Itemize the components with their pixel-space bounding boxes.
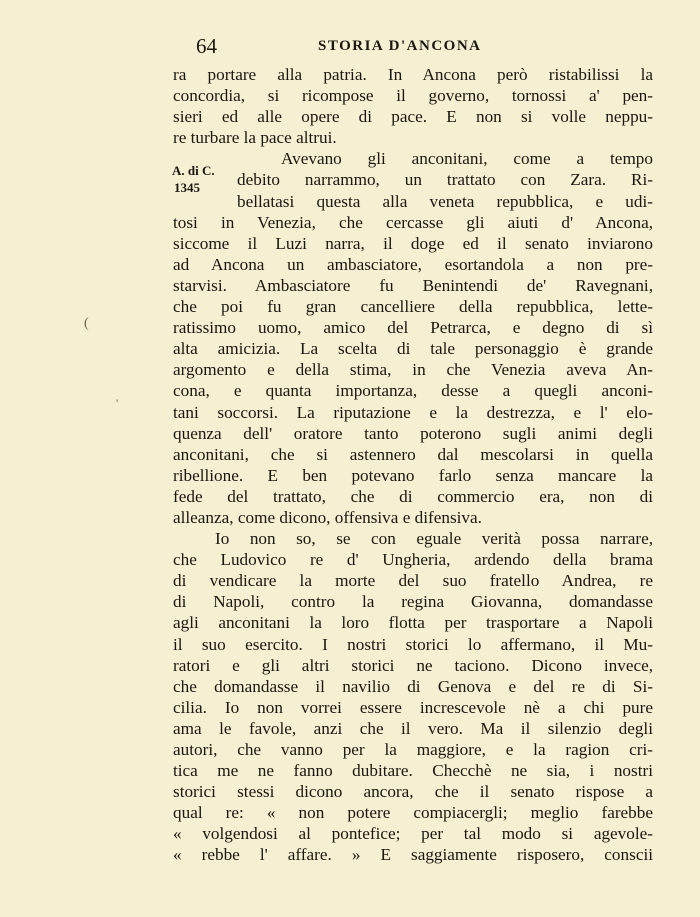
text-line: alta amicizia. La scelta di tale personaggio è grande <box>173 339 653 359</box>
text-line: agli anconitani la loro flotta per trasportare a Napoli <box>173 613 653 633</box>
text-line: alleanza, come dicono, offensiva e difensiva. <box>173 507 482 527</box>
text-line: tosi in Venezia, che cercasse gli aiuti d' Ancona, <box>173 212 653 232</box>
text-line: ra portare alla patria. In Ancona però ristabilissi la <box>173 65 653 84</box>
text-line: cilia. Io non vorrei essere increscevole nè a chi pure <box>173 697 653 717</box>
margin-note-year: 1345 <box>174 180 200 195</box>
text-line: Io non so, se con eguale verità possa narrare, <box>215 529 653 549</box>
text-line: il suo esercito. I nostri storici lo affermano, il Mu- <box>173 634 653 654</box>
text-line: tani soccorsi. La riputazione e la destrezza, e l' elo- <box>173 402 653 422</box>
text-line: bellatasi questa alla veneta repubblica, e udi- <box>237 191 653 211</box>
page-number: 64 <box>196 34 217 58</box>
text-line: tica me ne fanno dubitare. Checchè ne sia, i nostri <box>173 761 653 781</box>
text-line: « rebbe l' affare. » E saggiamente risposero, conscii <box>173 845 653 865</box>
text-line: ad Ancona un ambasciatore, esortandola a non pre- <box>173 254 653 274</box>
running-title: STORIA D'ANCONA <box>318 38 482 54</box>
text-line: siccome il Luzi narra, il doge ed il senato inviarono <box>173 233 653 253</box>
text-line: debito narrammo, un trattato con Zara. Ri- <box>237 170 653 190</box>
text-line: che domandasse il navilio di Genova e del re di Si- <box>173 676 653 696</box>
text-line: anconitani, che si astennero dal mescolarsi in quella <box>173 444 653 464</box>
text-line: argomento e della stima, in che Venezia aveva An- <box>173 360 653 380</box>
margin-note-label: A. di C. <box>172 163 215 178</box>
text-line: autori, che vanno per la maggiore, e la ragion cri- <box>173 740 653 759</box>
text-line: fede del trattato, che di commercio era, non di <box>173 486 653 506</box>
text-line: Avevano gli anconitani, come a tempo <box>281 149 653 169</box>
text-line: di Napoli, contro la regina Giovanna, domandasse <box>173 592 653 612</box>
text-line: re turbare la pace altrui. <box>173 128 337 148</box>
page-header <box>196 34 656 64</box>
text-line: che Ludovico re d' Ungheria, ardendo della brama <box>173 550 653 570</box>
text-line: concordia, si ricompose il governo, tornossi a' pen- <box>173 86 653 106</box>
text-line: qual re: « non potere compiacergli; meglio farebbe <box>173 803 653 823</box>
text-line: quenza dell' oratore tanto poterono sugli animi degli <box>173 423 653 443</box>
text-line: ratori e gli altri storici ne taciono. Dicono invece, <box>173 655 653 675</box>
text-line: di vendicare la morte del suo fratello Andrea, re <box>173 571 653 591</box>
text-line: ratissimo uomo, amico del Petrarca, e degno di sì <box>173 318 653 338</box>
text-line: ribellione. E ben potevano farlo senza mancare la <box>173 465 653 485</box>
stray-mark: ' <box>116 396 119 410</box>
text-line: cona, e quanta importanza, desse a quegli anconi- <box>173 381 653 401</box>
text-line: starvisi. Ambasciatore fu Benintendi de' Ravegnani, <box>173 275 653 295</box>
text-line: che poi fu gran cancelliere della repubblica, lette- <box>173 297 653 317</box>
text-line: sieri ed alle opere di pace. E non si volle neppu- <box>173 107 653 127</box>
body-text <box>173 64 653 866</box>
stray-mark: ( <box>84 316 89 331</box>
text-line: ama le favole, anzi che il vero. Ma il silenzio degli <box>173 718 653 738</box>
text-line: « volgendosi al pontefice; per tal modo si agevole- <box>173 824 653 844</box>
text-line: storici stessi dicono ancora, che il senato rispose a <box>173 782 653 802</box>
